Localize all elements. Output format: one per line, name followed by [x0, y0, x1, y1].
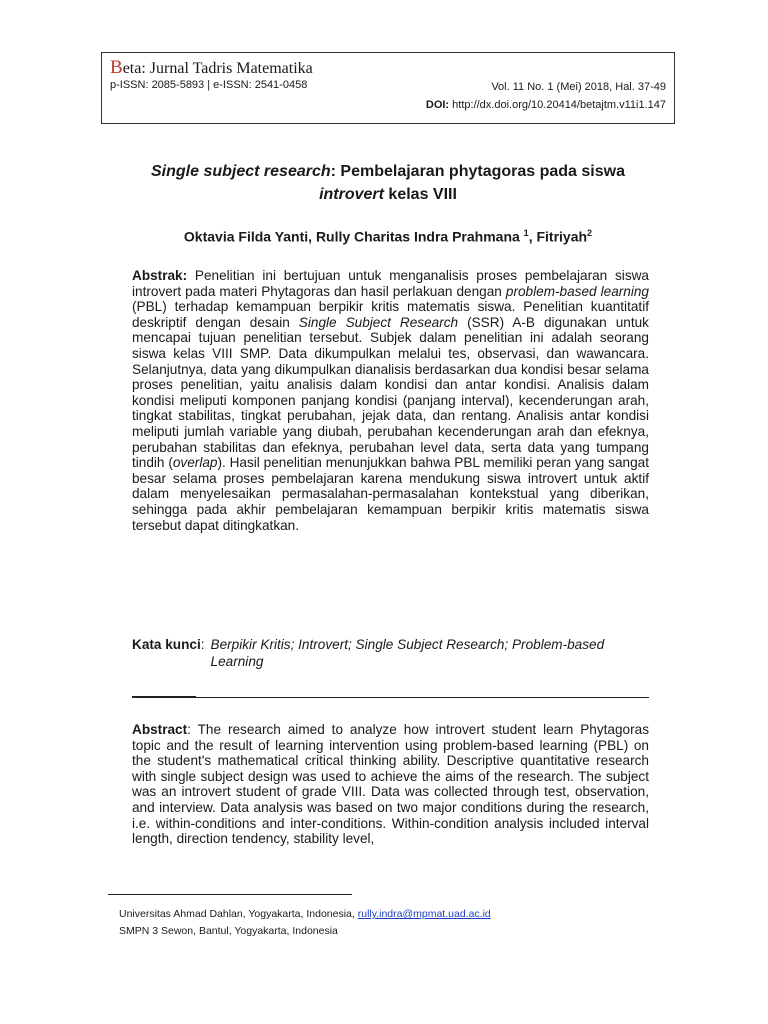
- doi-line: [426, 99, 666, 111]
- doi-value[interactable]: http://dx.doi.org/10.20414/betajtm.v11i1.147: [449, 99, 666, 111]
- footnote-affiliation-1: [119, 908, 491, 920]
- divider-accent: [132, 696, 196, 698]
- title-text-1: : Pembelajaran phytagoras pada siswa: [330, 163, 625, 180]
- title-italic-1: Single subject research: [151, 163, 331, 180]
- abstract-en-paragraph: [132, 722, 649, 847]
- author-sup-2: 2: [587, 228, 593, 238]
- abstrak-label: Abstrak:: [132, 268, 188, 283]
- footnote-1-text: Universitas Ahmad Dahlan, Yogyakarta, Indonesia,: [119, 908, 358, 920]
- paper-title: [101, 160, 675, 206]
- keywords-label-wrap: [132, 636, 205, 670]
- title-text-2: kelas VIII: [383, 186, 457, 203]
- abstrak-text-2: (PBL) terhadap kemampuan berpikir kritis matematis siswa. Penelitian kuantitatif deskriptif dengan desain: [132, 299, 649, 330]
- journal-name: [110, 57, 313, 79]
- journal-initial: B: [110, 57, 123, 78]
- abstrak-italic-1: problem-based learning: [505, 283, 649, 299]
- keywords-text: Berpikir Kritis; Introvert; Single Subject Research; Problem-based Learning: [210, 637, 605, 669]
- section-divider: [132, 697, 649, 698]
- abstrak-paragraph: [132, 268, 649, 533]
- author-sup-1: 1: [523, 228, 529, 238]
- abstrak-text-4: ). Hasil penelitian menunjukkan bahwa PBL memiliki peran yang sangat besar selama proses pembelajaran karena mendukung siswa introvert untuk aktif dalam menyelesaikan permasalahan-permasalahan kontekstual yang diberikan, sehingga pada akhir pembelajaran kemampuan berpikir kritis matematis siswa tersebut dapat ditingkatkan.: [132, 455, 649, 533]
- authors-b: , Fitriyah: [528, 228, 588, 245]
- abstrak-italic-3: overlap: [172, 455, 218, 471]
- abstrak-text-1: Penelitian ini bertujuan untuk menganalisis proses pembelajaran siswa introvert pada materi Phytagoras dan hasil perlakuan dengan: [132, 268, 649, 299]
- footnote-divider: [108, 894, 352, 895]
- footnote-email-link[interactable]: rully.indra@mpmat.uad.ac.id: [357, 908, 491, 920]
- abstrak-italic-2: Single Subject Research: [298, 314, 459, 330]
- keywords-colon: :: [200, 637, 205, 652]
- keywords-label: Kata kunci: [132, 637, 201, 652]
- doi-label: DOI:: [425, 99, 450, 111]
- issn-line: p-ISSN: 2085-5893 | e-ISSN: 2541-0458: [110, 79, 308, 91]
- title-italic-2: introvert: [319, 186, 384, 203]
- volume-line: Vol. 11 No. 1 (Mei) 2018, Hal. 37-49: [491, 81, 666, 93]
- abstrak-text-3: (SSR) A-B digunakan untuk mencapai tujuan penelitian tersebut. Subjek dalam penelitian ini adalah seorang siswa kelas VIII SMP. Data dikumpulkan melalui tes, observasi, dan wawancara. Selanjutnya, data yang dikumpulkan dianalisis berdasarkan dua kondisi besar selama proses penelitian, yaitu analisis dalam kondisi dan antar kondisi. Analisis dalam kondisi meliputi komponen panjang kondisi (panjang interval), kecenderungan arah, tingkat stabilitas, tingkat perubahan, jejak data, dan rentang. Analisis antar kondisi meliputi jumlah variable yang diubah, perubahan kecenderungan arah dan efeknya, perubahan stabilitas dan efeknya, perubahan level data, serta data yang tumpang tindih (: [132, 314, 649, 471]
- author-list: [101, 228, 675, 245]
- abstract-en-label: Abstract: [132, 722, 188, 737]
- keywords-block: [132, 636, 649, 670]
- authors-a: Oktavia Filda Yanti, Rully Charitas Indra Prahmana: [183, 228, 524, 245]
- abstract-en-text: : The research aimed to analyze how introvert student learn Phytagoras topic and the result of learning intervention using problem-based learning (PBL) on the student's mathematical critical thinking ability. Descriptive quantitative research with single subject design was used to achieve the aims of the research. The subject was an introvert student of grade VIII. Data was collected through test, observation, and interview. Data analysis was based on two major conditions during the research, i.e. within-conditions and inter-conditions. Within-condition analysis included interval length, direction tendency, stability level,: [132, 722, 649, 847]
- journal-name-rest: eta: Jurnal Tadris Matematika: [122, 60, 313, 77]
- footnote-affiliation-2: SMPN 3 Sewon, Bantul, Yogyakarta, Indonesia: [119, 925, 338, 937]
- journal-header-box: [101, 52, 675, 124]
